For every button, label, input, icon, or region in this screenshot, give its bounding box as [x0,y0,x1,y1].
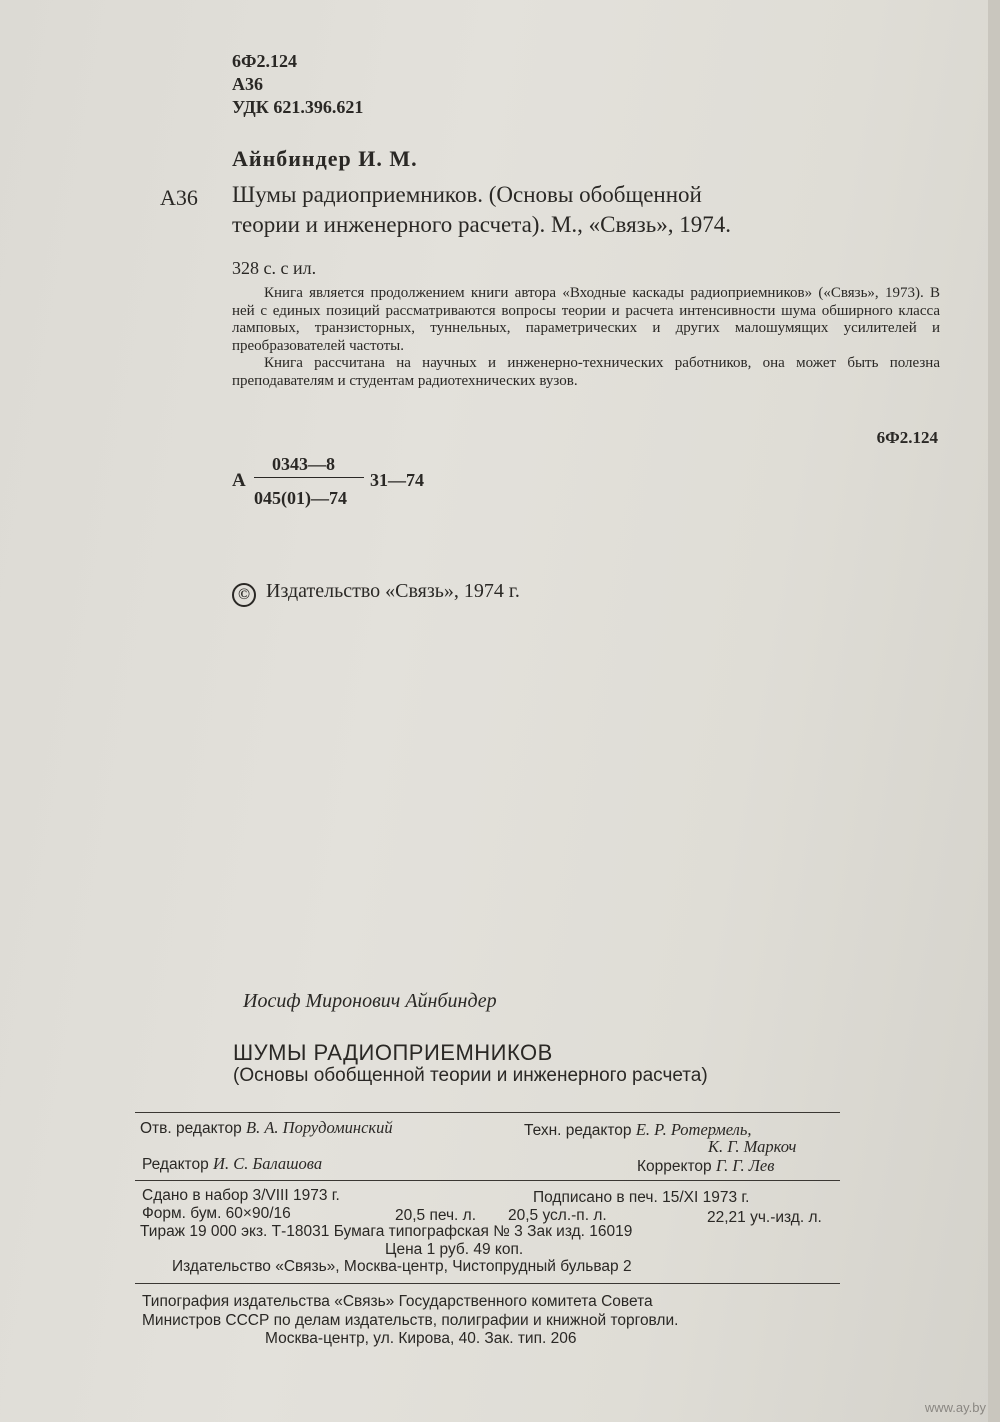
resp-editor-label: Отв. редактор [140,1120,242,1137]
editor [142,1154,322,1174]
abstract [232,285,940,390]
page-edge [988,0,1000,1422]
corrector [637,1156,774,1176]
tech-editor-label: Техн. редактор [524,1122,632,1139]
price: Цена 1 руб. 49 коп. [385,1241,524,1258]
tech-editor-2 [708,1137,796,1157]
printer-line-1: Типография издательства «Связь» Государственного комитета Совета [142,1293,653,1310]
corrector-name: Г. Г. Лев [715,1156,775,1175]
format: Форм. бум. 60×90/16 [142,1205,291,1222]
watermark: www.ay.by [924,1400,986,1415]
publisher-address: Издательство «Связь», Москва-центр, Чистопрудный бульвар 2 [172,1258,632,1275]
resp-editor-name: В. А. Порудоминский [246,1118,393,1137]
resp-editor [140,1118,393,1138]
copyright [232,580,520,607]
code-suffix: 31—74 [370,470,424,490]
catalog-bbk: 6Ф2.124 [232,51,297,71]
author-heading: Айнбиндер И. М. [232,146,418,171]
print-sheets: 20,5 печ. л. [395,1207,477,1224]
conv-sheets: 20,5 усл.-п. л. [508,1207,607,1224]
abstract-paragraph-2: Книга рассчитана на научных и инженерно-технических работников, она может быть полезна преподавателям и студентам радиотехнических вузов. [232,355,940,389]
catalog-right: 6Ф2.124 [876,428,938,447]
pub-sheets: 22,21 уч.-изд. л. [707,1209,822,1226]
corrector-label: Корректор [637,1158,712,1175]
print-run: Тираж 19 000 экз. Т-18031 Бумага типографская № 3 Зак изд. 16019 [140,1223,633,1240]
book-subtitle: (Основы обобщенной теории и инженерного расчета) [233,1065,708,1086]
tech-editor-name-1: Е. Р. Ротермель, [635,1120,752,1139]
imprint-rule-bottom [135,1283,840,1284]
book-title: ШУМЫ РАДИОПРИЕМНИКОВ [233,1040,553,1065]
editor-label: Редактор [142,1156,209,1173]
typeset-date: Сдано в набор 3/VIII 1973 г. [142,1187,340,1204]
code-fraction-line [254,477,364,478]
catalog-code: А36 [232,74,263,94]
code-numerator: 0343—8 [272,454,335,474]
copyright-icon: © [232,583,256,607]
author-index: А36 [160,185,198,210]
editor-name: И. С. Балашова [213,1154,323,1173]
code-letter: А [232,470,246,491]
pages-info: 328 с. с ил. [232,258,317,278]
copyright-text: Издательство «Связь», 1974 г. [266,580,520,602]
bibliographic-title [232,180,731,240]
abstract-paragraph-1: Книга является продолжением книги автора «Входные каскады радиоприемников» («Связь», 1973). В ней с единых позиций рассматриваются вопросы теории и расчета интенсивности шума обширного класса ламповых, транзисторных, туннельных, параметрических и других малошумящих усилителей и преобразователей частоты. [232,285,940,354]
author-full-name: Иосиф Миронович Айнбиндер [243,990,497,1012]
code-denominator: 045(01)—74 [254,488,347,508]
printer-line-3: Москва-центр, ул. Кирова, 40. Зак. тип. 206 [265,1330,577,1347]
title-line-1: Шумы радиоприемников. (Основы обобщенной [232,182,702,207]
tech-editor-name-2: К. Г. Маркоч [708,1137,797,1156]
printer-line-2: Министров СССР по делам издательств, полиграфии и книжной торговли. [142,1312,679,1329]
title-line-2: теории и инженерного расчета). М., «Связь», 1974. [232,212,731,237]
catalog-udk: УДК 621.396.621 [232,97,364,117]
imprint-rule-mid [135,1180,840,1181]
signed-date: Подписано в печ. 15/XI 1973 г. [533,1189,750,1206]
imprint-rule-top [135,1112,840,1113]
